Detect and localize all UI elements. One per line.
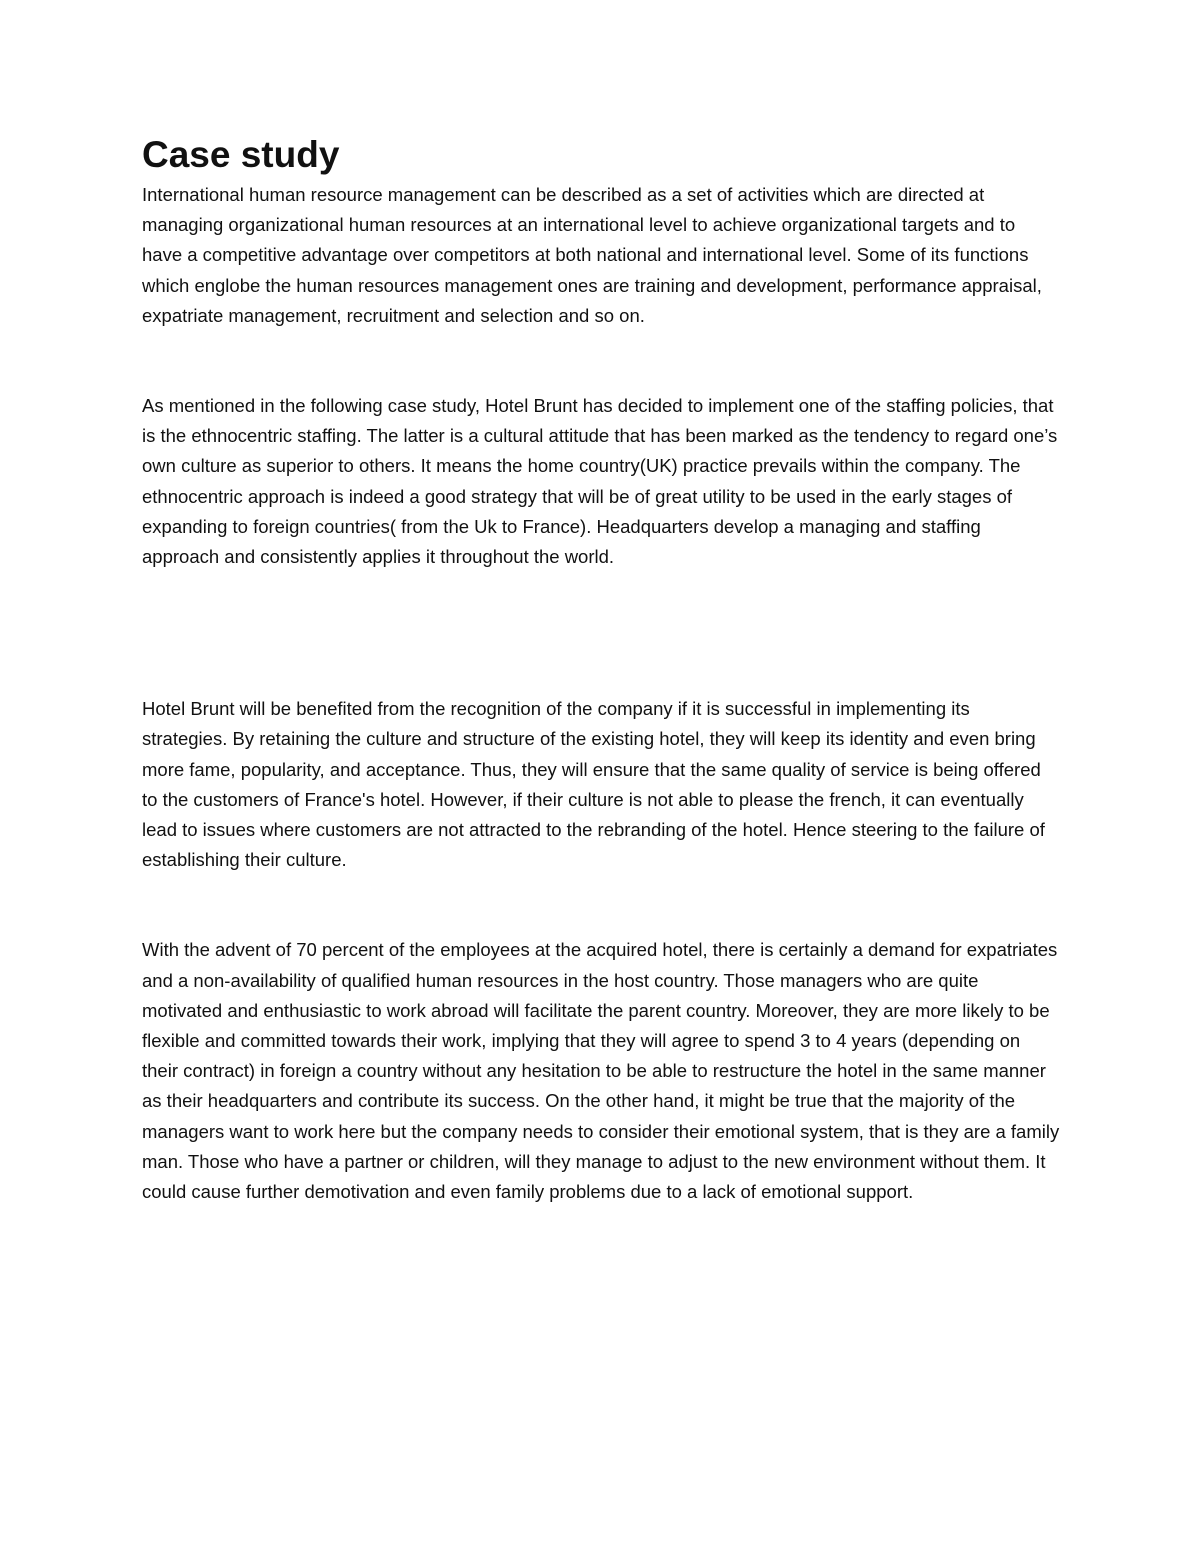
document-heading: Case study (142, 134, 340, 175)
paragraph-intro: International human resource management can be described as a set of activities which are directed at managing organizational human resources at an international level to achieve organizational targets and to have a competitive advantage over competitors at both national and international level. Some of its functions which englobe the human resources management ones are training and development, performance appraisal, expatriate management, recruitment and selection and so on. (142, 184, 1042, 326)
document-body (142, 134, 1060, 1207)
paragraph-benefits: Hotel Brunt will be benefited from the recognition of the company if it is successful in implementing its strategies. By retaining the culture and structure of the existing hotel, they will keep its identity and even bring more fame, popularity, and acceptance. Thus, they will ensure that the same quality of service is being offered to the customers of France's hotel. However, if their culture is not able to please the french, it can eventually lead to issues where customers are not attracted to the rebranding of the hotel. Hence steering to the failure of establishing their culture. (142, 698, 1045, 871)
paragraph-expatriates: With the advent of 70 percent of the employees at the acquired hotel, there is certainly a demand for expatriates and a non-availability of qualified human resources in the host country. Those managers who are quite motivated and enthusiastic to work abroad will facilitate the parent country. Moreover, they are more likely to be flexible and committed towards their work, implying that they will agree to spend 3 to 4 years (depending on their contract) in foreign a country without any hesitation to be able to restructure the hotel in the same manner as their headquarters and contribute its success. On the other hand, it might be true that the majority of the managers want to work here but the company needs to consider their emotional system, that is they are a family man. Those who have a partner or children, will they manage to adjust to the new environment without them. It could cause further demotivation and even family problems due to a lack of emotional support. (142, 939, 1060, 1203)
paragraph-ethnocentric-staffing: As mentioned in the following case study, Hotel Brunt has decided to implement one of the staffing policies, that is the ethnocentric staffing. The latter is a cultural attitude that has been marked as the tendency to regard one’s own culture as superior to others. It means the home country(UK) practice prevails within the company. The ethnocentric approach is indeed a good strategy that will be of great utility to be used in the early stages of expanding to foreign countries( from the Uk to France). Headquarters develop a managing and staffing approach and consistently applies it throughout the world. (142, 395, 1058, 568)
